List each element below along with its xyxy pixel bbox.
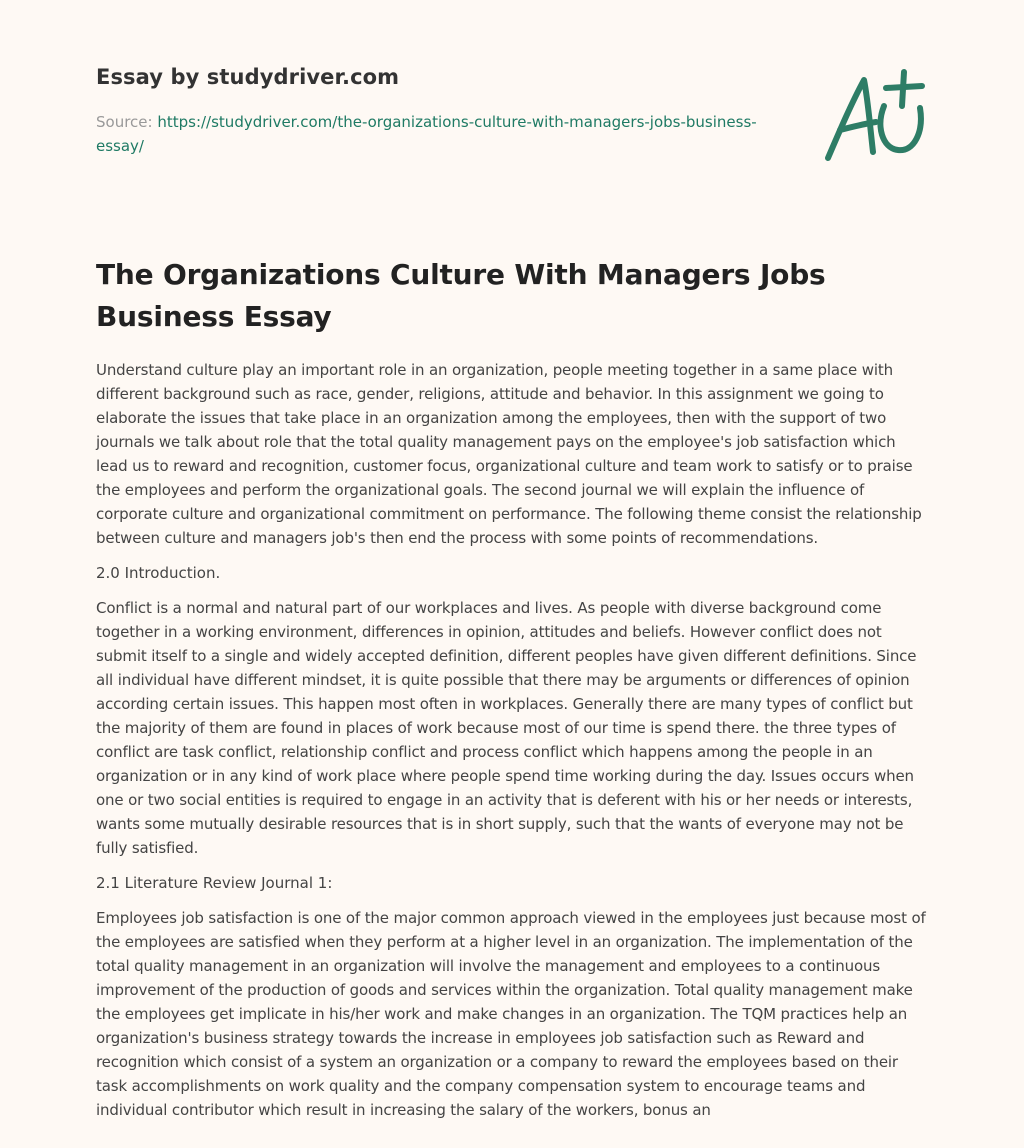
site-title: Essay by studydriver.com [96,65,400,89]
essay-title: The Organizations Culture With Managers Jobs Business Essay [96,258,826,333]
literature-review-paragraph: Employees job satisfaction is one of the major common approach viewed in the employees just because most of the employees are satisfied when they perform at a higher level in an organization. The implementation of the total quality management in an organization will involve the management and employees to a continuous improvement of the production of goods and services within the organization. Total quality management make the employees get implicate in his/her work and make changes in an organization. The TQM practices help an organization's business strategy towards the increase in employees job satisfaction such as Reward and recognition which consist of a system an organization or a company to reward the employees based on their task accomplishments on work quality and the company compensation system to encourage teams and individual contributor which result in increasing the salary of the workers, bonus an [96,909,926,1119]
essay-content [96,254,930,1133]
page-header [96,62,776,158]
intro-paragraph: Understand culture play an important role in an organization, people meeting together in a same place with different background such as race, gender, religions, attitude and behavior. In this assignment we going to elaborate the issues that take place in an organization among the employees, then with the support of two journals we talk about role that the total quality management pays on the employee's job satisfaction which lead us to reward and recognition, customer focus, organizational culture and team work to satisfy or to praise the employees and perform the organizational goals. The second journal we will explain the influence of corporate culture and organizational commitment on performance. The following theme consist the relationship between culture and managers job's then end the process with some points of recommendations. [96,361,922,547]
source-line [96,110,776,158]
introduction-heading: 2.0 Introduction. [96,564,221,582]
introduction-paragraph: Conflict is a normal and natural part of our workplaces and lives. As people with diverse background come together in a working environment, differences in opinion, attitudes and beliefs. However conflict does not submit itself to a single and widely accepted definition, different peoples have given different definitions. Since all individual have different mindset, it is quite possible that there may be arguments or differences of opinion according certain issues. This happen most often in workplaces. Generally there are many types of conflict but the majority of them are found in places of work because most of our time is spend there. the three types of conflict are task conflict, relationship conflict and process conflict which happens among the people in an organization or in any kind of work place where people spend time working during the day. Issues occurs when one or two social entities is required to engage in an activity that is deferent with his or her needs or interests, wants some mutually desirable resources that is in short supply, such that the wants of everyone may not be fully satisfied. [96,599,917,857]
literature-review-heading: 2.1 Literature Review Journal 1: [96,874,333,892]
source-link[interactable]: https://studydriver.com/the-organizations-culture-with-managers-jobs-business-essay/ [96,113,757,155]
a-plus-logo-icon [818,66,930,166]
source-label: Source: [96,113,158,131]
